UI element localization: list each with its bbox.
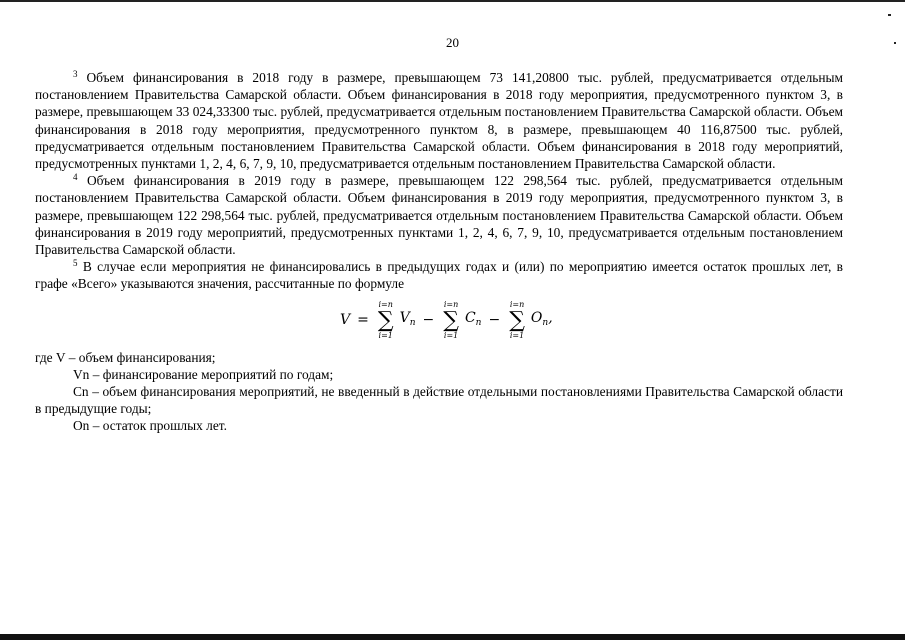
formula-minus: − [422, 312, 435, 329]
summation-2: i=n ∑ i=1 [443, 300, 459, 341]
footnote-text: Объем финансирования в 2018 году в размере, превышающем 73 141,20800 тыс. рублей, предусматривается отдельным постановлением Правительства Самарской области. Объем финансирования в 2018 году мероприятия, предусмотренного пунктом 3, в размере, превышающем 33 024,33300 тыс. рублей, предусматривается отдельным постановлением Правительства Самарской области. Объем финансирования в 2018 году мероприятия, предусмотренного пунктом 8, в размере, превышающем 40 116,87500 тыс. рублей, предусматривается отдельным постановлением Правительства Самарской области. Объем финансирования в 2018 году мероприятий, предусмотренных пунктами 1, 2, 4, 6, 7, 9, 10, предусматривается отдельным постановлением Правительства Самарской области. [35, 70, 843, 172]
footnote-3 [35, 69, 843, 172]
sigma-icon: ∑ [443, 308, 459, 334]
definition-cn: Cn – объем финансирования мероприятий, не введенный в действие отдельными постановлениями Правительства Самарской области в предыдущие годы; [35, 384, 843, 417]
scan-bottom-edge [0, 634, 905, 640]
formula-lhs: V [340, 312, 351, 329]
term-v: $V_n$ [399, 309, 416, 328]
footnote-mark: 5 [73, 258, 78, 269]
scan-speck [888, 14, 891, 16]
formula-minus: − [488, 312, 501, 329]
summation-3: i=n ∑ i=1 [509, 300, 525, 341]
definition-on: On – остаток прошлых лет. [73, 418, 227, 434]
formula-equals: = [357, 312, 369, 329]
summation-1: i=n ∑ i=1 [377, 300, 394, 341]
page-number: 20 [446, 35, 459, 50]
footnote-mark: 3 [73, 69, 78, 79]
definition-where: где V – объем финансирования; [35, 349, 216, 365]
footnote-text: В случае если мероприятия не финансировались в предыдущих годах и (или) по мероприятию имеется остаток прошлых лет, в графе «Всего» указываются значения, рассчитанные по формуле [35, 259, 843, 292]
scan-top-edge [0, 0, 905, 2]
term-c: $C_n$ [464, 309, 482, 328]
financing-formula [35, 293, 843, 349]
definition-vn: Vn – финансирование мероприятий по годам; [73, 366, 334, 382]
footnote-5 [35, 258, 843, 292]
term-o: $O_n$, [530, 309, 553, 328]
sigma-icon: ∑ [509, 308, 525, 334]
document-body [35, 69, 843, 435]
footnote-4 [35, 172, 843, 258]
sigma-icon: ∑ [377, 308, 394, 334]
footnote-mark: 4 [73, 172, 78, 183]
footnote-text: Объем финансирования в 2019 году в размере, превышающем 122 298,564 тыс. рублей, предусматривается отдельным постановлением Правительства Самарской области. Объем финансирования в 2019 году мероприятия, предусмотренного пунктом 3, в размере, превышающем 122 298,564 тыс. рублей, предусматривается отдельным постановлением Правительства Самарской области. Объем финансирования в 2019 году мероприятий, предусмотренных пунктами 1, 2, 4, 6, 7, 9, 10, предусматривается отдельным постановлением Правительства Самарской области. [35, 173, 843, 258]
